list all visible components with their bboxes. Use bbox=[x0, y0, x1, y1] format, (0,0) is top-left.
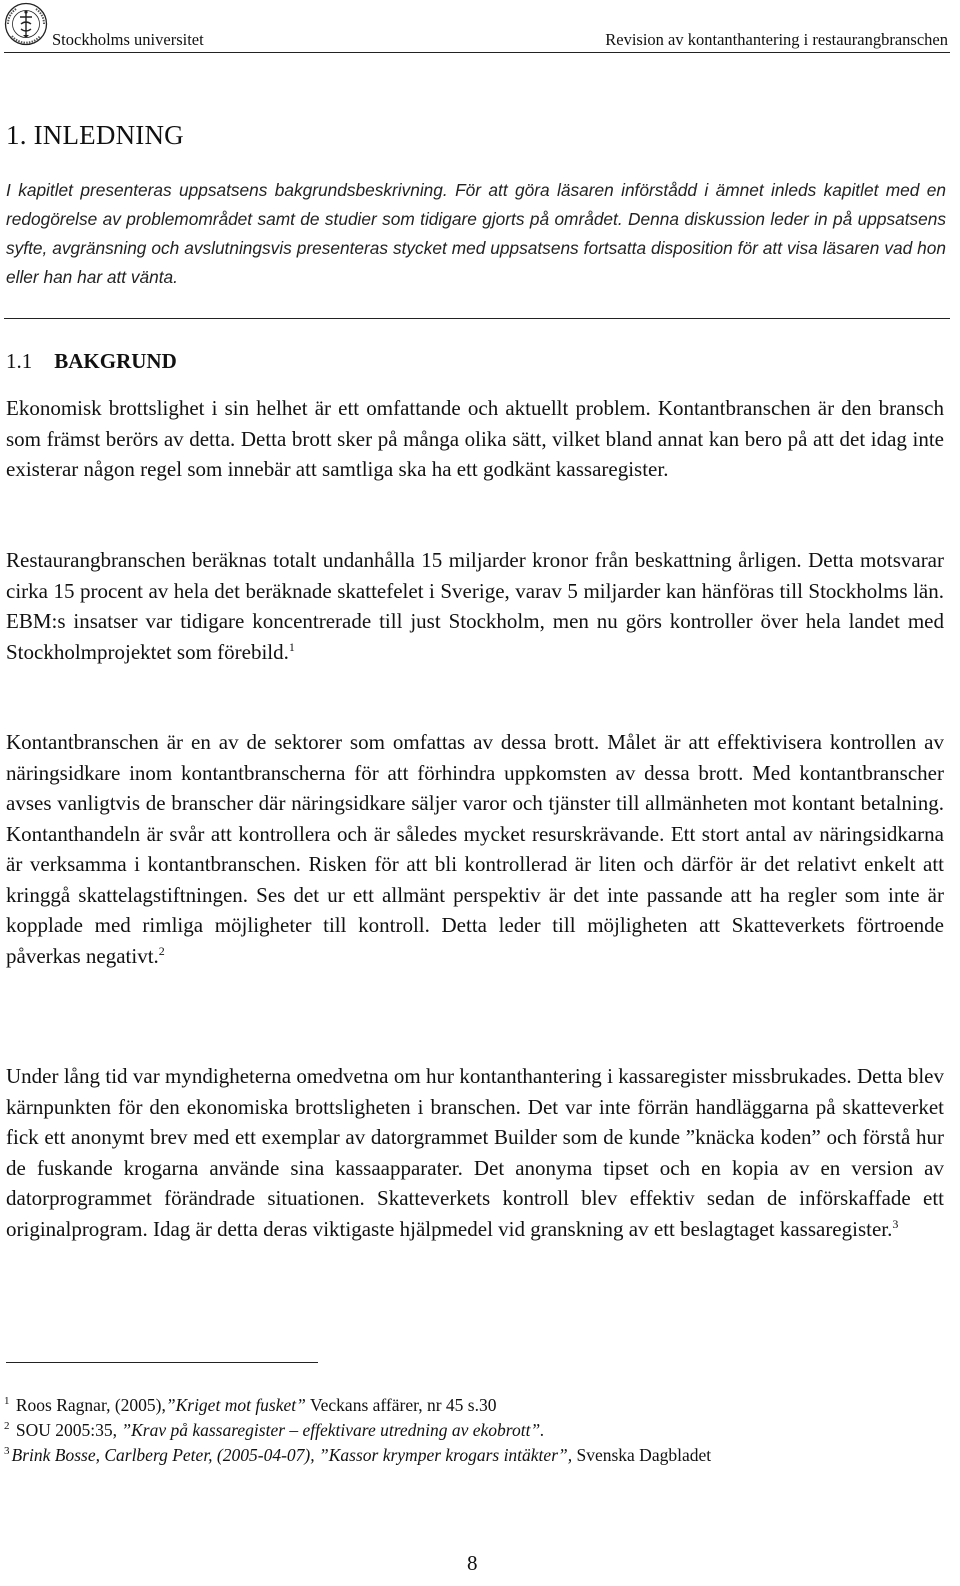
footnote-2-title: ”Krav på kassaregister – effektivare utredning av ekobrott”. bbox=[121, 1420, 545, 1440]
section-title: BAKGRUND bbox=[54, 349, 177, 373]
footnote-1-title: ”Kriget mot fusket” bbox=[165, 1395, 306, 1415]
footnote-1-source: Veckans affärer, nr 45 s.30 bbox=[309, 1395, 497, 1415]
footnote-1-author: Roos Ragnar, (2005), bbox=[15, 1395, 166, 1415]
footnote-3-citation: Brink Bosse, Carlberg Peter, (2005-04-07), ”Kassor krymper krogars intäkter”, bbox=[11, 1445, 573, 1465]
paragraph-1 bbox=[6, 393, 944, 485]
chapter-title: 1. INLEDNING bbox=[6, 120, 184, 150]
chapter-intro: I kapitlet presenteras uppsatsens bakgrundsbeskrivning. För att göra läsaren införstådd i ämnet inleds kapitlet med en redogörelse av problemområdet samt de studier som tidigare gjorts på området. Denna diskussion leder in på uppsatsens syfte, avgränsning och avslutningsvis presenteras stycket med uppsatsens fortsatta disposition för att visa läsaren vad hon eller han har att vänta. bbox=[6, 180, 946, 287]
paragraph-1-text: Ekonomisk brottslighet i sin helhet är ett omfattande och aktuellt problem. Kontantbranschen är den bransch som främst berörs av detta. Detta brott sker på många olika sätt, vilket bland annat kan bero på att det idag inte existerar någon regel som innebär att samtliga ska ha ett godkänt kassaregister. bbox=[6, 396, 944, 481]
footnote-ref-3: 3 bbox=[892, 1216, 899, 1231]
header-university: Stockholms universitet bbox=[52, 30, 204, 49]
paragraph-2-text: Restaurangbranschen beräknas totalt undanhålla 15 miljarder kronor från beskattning årligen. Detta motsvarar cirka 15 procent av hela det beräknade skattefelet i Sverige, varav 5 miljarder kan hänföras till Stockholms län. EBM:s insatser var tidigare koncentrerade till just Stockholm, men nu görs kontroller över hela landet med Stockholmprojektet som förebild. bbox=[6, 548, 944, 664]
footnote-3 bbox=[4, 1445, 711, 1466]
university-seal-logo bbox=[4, 2, 48, 46]
paragraph-2 bbox=[6, 545, 944, 667]
footnote-3-source: Svenska Dagbladet bbox=[576, 1445, 712, 1465]
paragraph-4 bbox=[6, 1061, 944, 1244]
footnote-divider bbox=[6, 1362, 318, 1363]
footnote-2-number: 2 bbox=[4, 1420, 10, 1433]
page-number: 8 bbox=[467, 1551, 478, 1575]
footnote-3-number: 3 bbox=[4, 1445, 10, 1458]
paragraph-3 bbox=[6, 727, 944, 971]
footnote-1 bbox=[4, 1395, 496, 1416]
intro-divider bbox=[4, 318, 950, 319]
footnote-2 bbox=[4, 1420, 545, 1441]
page-header bbox=[4, 0, 950, 53]
paragraph-4-text: Under lång tid var myndigheterna omedvetna om hur kontanthantering i kassaregister missbrukades. Detta blev kärnpunkten för den ekonomiska brottsligheten i branschen. Det var inte förrän handläggarna på skatteverket fick ett anonymt brev med ett exemplar av datorgrammet Builder som de kunde ”knäcka koden” och förstå hur de fuskande krogarna använde sina kassaapparater. Det anonyma tipset och en kopia av en version av datorprogrammet förändrade situationen. Skatteverkets kontroll blev effektiv sedan de införskaffade ett originalprogram. Idag är detta deras viktigaste hjälpmedel vid granskning av ett beslagtaget kassaregister. bbox=[6, 1064, 944, 1241]
paragraph-3-text: Kontantbranschen är en av de sektorer som omfattas av dessa brott. Målet är att effektivisera kontrollen av näringsidkare inom kontantbranscherna för att förhindra uppkomsten av dessa brott. Med kontantbranscher avses vanligtvis de branscher där näringsidkare säljer varor och tjänster till allmänheten mot kontant betalning. Kontanthandeln är svår att kontrollera och är således mycket resurskrävande. Ett stort antal av näringsidkarna är verksamma i kontantbranschen. Risken för att bli kontrollerad är liten och därför är det relativt enkelt att kringgå skattelagstiftningen. Ses det ur ett allmänt perspektiv är det inte passande att ha regler som inte är kopplade med rimliga möjligheter till kontroll. Detta leder till möjligheten att Skatteverkets förtroende påverkas negativt. bbox=[6, 730, 944, 968]
footnote-1-number: 1 bbox=[4, 1395, 10, 1408]
section-number: 1.1 bbox=[6, 349, 33, 373]
footnote-ref-2: 2 bbox=[158, 943, 165, 958]
header-document-title: Revision av kontanthantering i restaurangbranschen bbox=[605, 30, 948, 49]
section-heading bbox=[6, 349, 177, 374]
footnote-ref-1: 1 bbox=[288, 639, 295, 654]
footnote-2-source: SOU 2005:35, bbox=[15, 1420, 117, 1440]
